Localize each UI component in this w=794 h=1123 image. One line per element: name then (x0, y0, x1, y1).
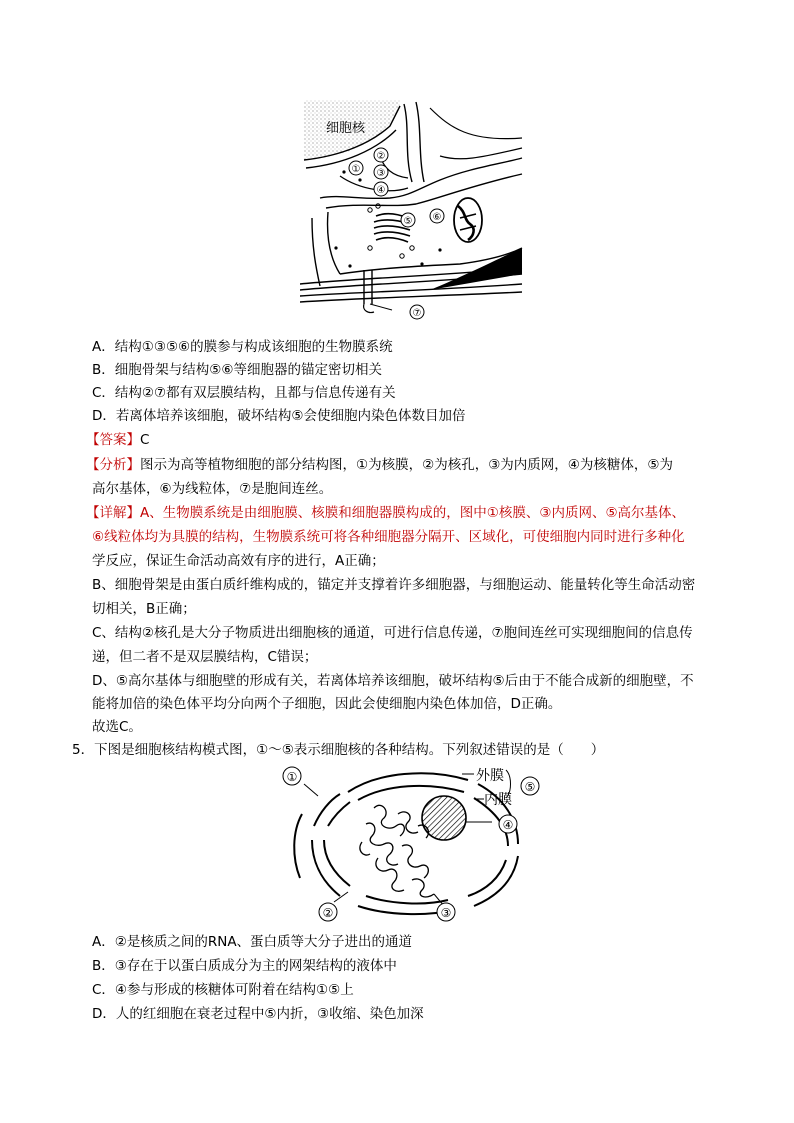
analysis-text-1: 图示为高等植物细胞的部分结构图，①为核膜，②为核孔，③为内质网，④为核糖体，⑤为 (140, 457, 674, 473)
marker-5 (401, 213, 415, 227)
marker-2 (374, 148, 388, 162)
nucleolus (422, 796, 466, 840)
q4-detail-line-9: 能将加倍的染色体平均分向两个子细胞，因此会使细胞内染色体加倍，D正确。 (92, 696, 562, 712)
svg-text:③: ③ (376, 168, 386, 179)
answer-value: C (140, 432, 150, 448)
q5-option-c: C．④参与形成的核糖体可附着在结构①⑤上 (92, 982, 354, 998)
er-arc (294, 814, 302, 878)
marker-7 (410, 305, 424, 319)
outer-membrane-label: 外膜 (476, 768, 504, 784)
q4-detail-line-10: 故选C。 (92, 719, 142, 735)
plant-cell-figure (300, 98, 525, 326)
q4-detail-line-4: B、细胞骨架是由蛋白质纤维构成的，锚定并支撑着许多细胞器，与细胞运动、能量转化等生命活动密 (92, 577, 696, 593)
svg-text:④: ④ (376, 185, 386, 196)
detail-text-1: A、生物膜系统是由细胞膜、核膜和细胞器膜构成的，图中①核膜、③内质网、⑤高尔基体、 (140, 505, 686, 521)
q4-analysis-line-2: 高尔基体，⑥为线粒体，⑦是胞间连丝。 (92, 481, 333, 497)
svg-text:②: ② (322, 906, 334, 920)
inner-membrane-label: 内膜 (484, 792, 512, 808)
q4-detail-line-7: 递，但二者不是双层膜结构，C错误； (92, 649, 318, 665)
q4-option-b: B．细胞骨架与结构⑤⑥等细胞器的锚定密切相关 (92, 362, 382, 378)
golgi-apparatus (368, 204, 414, 258)
svg-text:⑥: ⑥ (432, 212, 442, 223)
q5-option-d: D．人的红细胞在衰老过程中⑤内折，③收缩、染色加深 (92, 1006, 424, 1022)
marker-6 (430, 209, 444, 223)
marker-3 (374, 165, 388, 179)
svg-text:④: ④ (502, 818, 514, 832)
q5-stem: 5．下图是细胞核结构模式图，①～⑤表示细胞核的各种结构。下列叙述错误的是（ ） (72, 742, 605, 758)
q5-option-a: A．②是核质之间的RNA、蛋白质等大分子进出的通道 (92, 934, 413, 950)
q4-answer (86, 429, 149, 451)
nucleus-marker-5 (521, 777, 539, 795)
q4-option-d: D．若离体培养该细胞，破坏结构⑤会使细胞内染色体数目加倍 (92, 408, 466, 424)
marker-1 (349, 161, 363, 175)
svg-text:③: ③ (440, 906, 452, 920)
marker-4 (374, 182, 388, 196)
nucleus-structure-figure (278, 762, 548, 924)
q4-detail-line-3: 学反应，保证生命活动高效有序的进行，A正确； (92, 553, 385, 569)
q4-detail-line-2: ⑥线粒体均为具膜的结构，生物膜系统可将各种细胞器分隔开、区域化，可使细胞内同时进行多种化 (92, 529, 685, 545)
svg-text:⑤: ⑤ (524, 780, 536, 794)
q4-option-c: C．结构②⑦都有双层膜结构，且都与信息传递有关 (92, 385, 396, 401)
svg-text:⑦: ⑦ (412, 308, 422, 319)
nucleus-label: 细胞核 (326, 121, 366, 136)
q4-option-a: A．结构①③⑤⑥的膜参与构成该细胞的生物膜系统 (92, 339, 393, 355)
q4-detail-line-5: 切相关，B正确； (92, 601, 196, 617)
svg-text:①: ① (286, 770, 298, 784)
q4-analysis-line-1 (86, 454, 673, 476)
nucleus-marker-4 (499, 815, 517, 833)
detail-tag: 【详解】 (86, 505, 140, 521)
q4-detail-line-6: C、结构②核孔是大分子物质进出细胞核的通道，可进行信息传递，⑦胞间连丝可实现细胞间的信息传 (92, 625, 693, 641)
q4-detail-line-8: D、⑤高尔基体与细胞壁的形成有关，若离体培养该细胞，破坏结构⑤后由于不能合成新的细胞壁，不 (92, 673, 694, 689)
answer-tag: 【答案】 (86, 432, 140, 448)
q4-detail-line-1 (86, 502, 685, 524)
q5-option-b: B．③存在于以蛋白质成分为主的网架结构的液体中 (92, 958, 397, 974)
nucleus-marker-3 (437, 903, 455, 921)
svg-text:①: ① (351, 164, 361, 175)
nucleus-marker-1 (283, 767, 301, 785)
analysis-tag: 【分析】 (86, 457, 140, 473)
nucleus-marker-2 (319, 903, 337, 921)
svg-text:⑤: ⑤ (403, 216, 413, 227)
svg-text:②: ② (376, 151, 386, 162)
